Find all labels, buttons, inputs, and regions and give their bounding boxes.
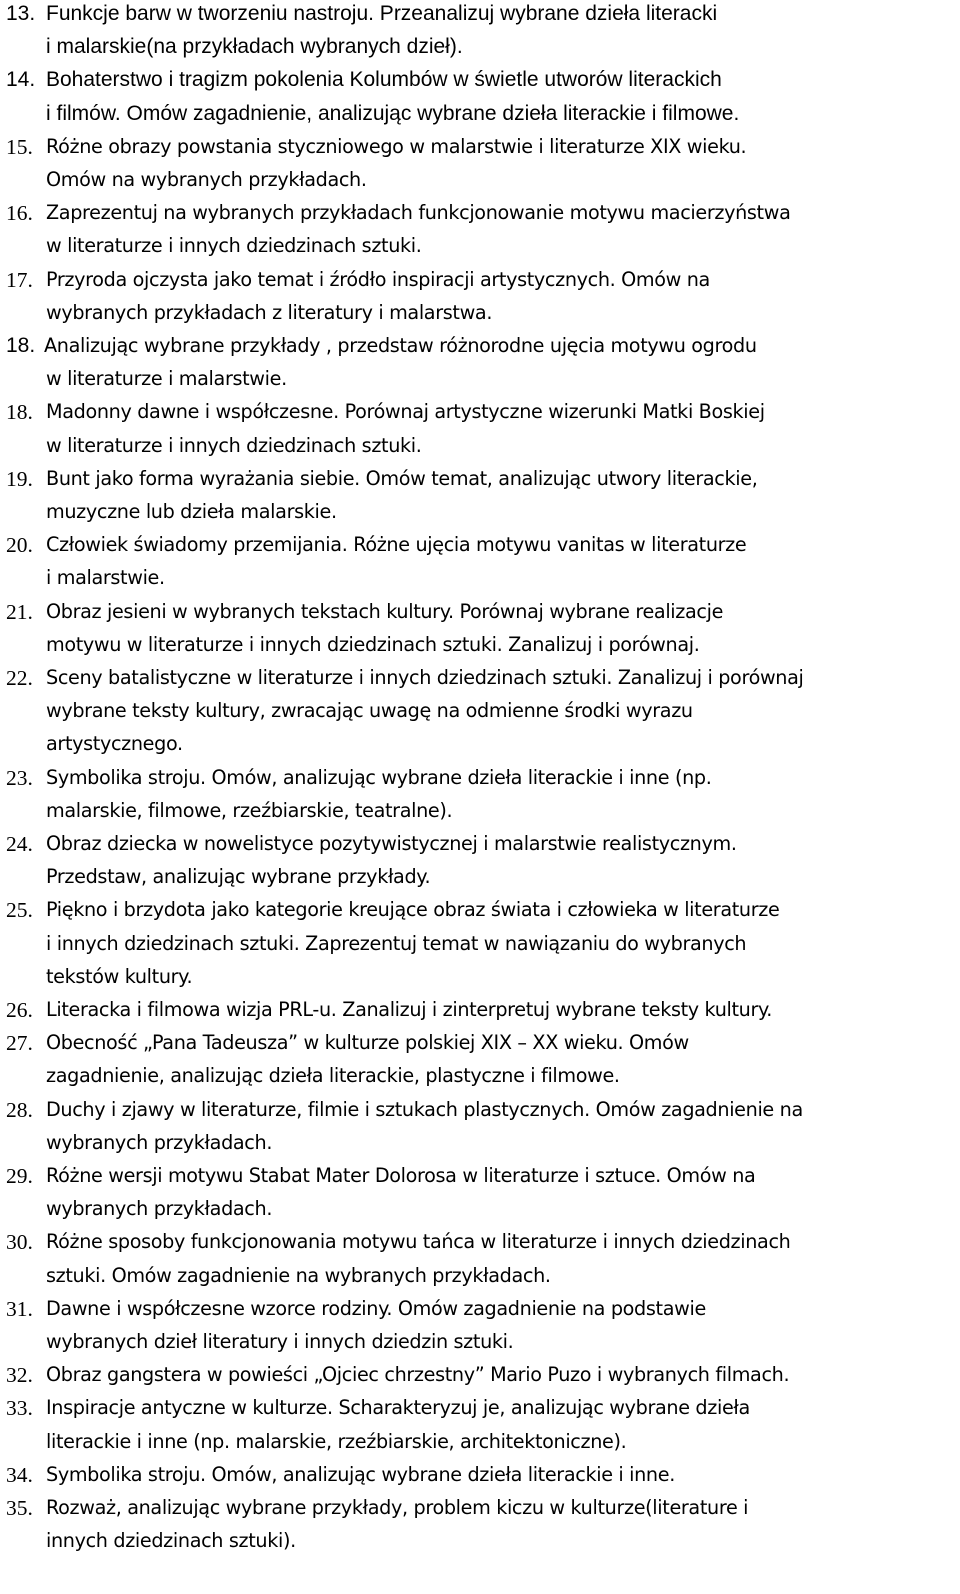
list-item-text: Różne wersji motywu Stabat Mater Dolorosa w literaturze i sztuce. Omów na [46,1164,756,1187]
list-item-text: wybrane teksty kultury, zwracając uwagę na odmienne środki wyrazu [46,699,693,723]
list-item-number: 15. [6,134,33,159]
list-item-text: Różne sposoby funkcjonowania motywu tańca w literaturze i innych dziedzinach [46,1230,791,1254]
list-item-text: Obraz gangstera w powieści „Ojciec chrzestny” Mario Puzo i wybranych filmach. [46,1363,790,1387]
list-item-number: 26. [6,998,33,1022]
list-item-number: 31. [6,1296,33,1321]
list-item-number: 13. [6,2,36,25]
list-item-number: 23. [6,765,33,790]
list-item-number: 35. [6,1496,33,1520]
list-item-number: 28. [6,1097,33,1122]
list-item-text: Obraz jesieni w wybranych tekstach kultury. Porównaj wybrane realizacje [46,599,724,623]
list-item-number: 33. [6,1396,33,1421]
list-item-text: Inspiracje antyczne w kulturze. Scharakteryzuj je, analizując wybrane dzieła [46,1396,750,1420]
list-item-text: i malarstwie. [46,566,165,590]
list-item-text: motywu w literaturze i innych dziedzinach sztuki. Zanalizuj i porównaj. [46,632,700,656]
list-item-text: i malarskie(na przykładach wybranych dzieł). [46,35,463,59]
list-item-number: 30. [6,1230,33,1255]
list-item-text: Przedstaw, analizując wybrane przykłady. [46,865,431,889]
list-item-number: 21. [6,599,33,624]
list-item-number: 18. [6,334,36,357]
list-item-text: wybranych przykładach. [46,1130,273,1154]
list-item-text: zagadnienie, analizując dzieła literackie, plastyczne i filmowe. [46,1064,620,1088]
list-item-text: Dawne i współczesne wzorce rodziny. Omów zagadnienie na podstawie [46,1296,706,1320]
list-item-number: 16. [6,201,33,226]
list-item-text: sztuki. Omów zagadnienie na wybranych przykładach. [46,1263,551,1287]
list-item-text: tekstów kultury. [46,964,193,988]
list-item-text: Człowiek świadomy przemijania. Różne ujęcia motywu vanitas w literaturze [46,533,747,557]
list-item-text: wybranych przykładach. [46,1197,273,1221]
list-item-text: innych dziedzinach sztuki). [46,1529,296,1553]
list-item-text: malarskie, filmowe, rzeźbiarskie, teatralne). [46,798,453,822]
list-item-text: w literaturze i innych dziedzinach sztuki. [46,234,422,258]
list-item-text: i innych dziedzinach sztuki. Zaprezentuj temat w nawiązaniu do wybranych [46,931,747,955]
list-item-number: 25. [6,898,33,923]
list-item-text: Bunt jako forma wyrażania siebie. Omów temat, analizując utwory literackie, [46,466,758,490]
list-item-number: 20. [6,533,33,558]
list-item-text: Symbolika stroju. Omów, analizując wybrane dzieła literackie i inne. [46,1462,675,1486]
list-item-text: Omów na wybranych przykładach. [46,168,367,191]
list-item-number: 19. [6,466,33,491]
list-item-number: 32. [6,1363,33,1388]
list-item-text: Symbolika stroju. Omów, analizując wybrane dzieła literackie i inne (np. [46,765,712,789]
list-item-text: Przyroda ojczysta jako temat i źródło inspiracji artystycznych. Omów na [46,267,710,291]
list-item-text: w literaturze i malarstwie. [46,367,287,391]
list-item-text: muzyczne lub dzieła malarskie. [46,500,337,523]
list-item-text: wybranych dzieł literatury i innych dziedzin sztuki. [46,1330,514,1353]
list-item-text: Obecność „Pana Tadeusza” w kulturze polskiej XIX – XX wieku. Omów [46,1031,689,1055]
list-item-number: 34. [6,1462,33,1487]
list-item-text: Rozważ, analizując wybrane przykłady, problem kiczu w kulturze(literature i [46,1496,749,1519]
list-item-number: 29. [6,1164,33,1188]
list-item-number: 27. [6,1031,33,1056]
list-item-text: i filmów. Omów zagadnienie, analizując wybrane dzieła literackie i filmowe. [46,101,740,125]
list-item-text: Różne obrazy powstania styczniowego w malarstwie i literaturze XIX wieku. [46,134,747,158]
list-item-text: Literacka i filmowa wizja PRL-u. Zanalizuj i zinterpretuj wybrane teksty kultury. [46,998,773,1021]
list-item-text: artystycznego. [46,732,183,756]
list-item-text: wybranych przykładach z literatury i malarstwa. [46,300,493,324]
list-item-text: Obraz dziecka w nowelistyce pozytywistycznej i malarstwie realistycznym. [46,832,737,855]
list-item-text: Zaprezentuj na wybranych przykładach funkcjonowanie motywu macierzyństwa [46,201,791,225]
list-item-text: Funkcje barw w tworzeniu nastroju. Przeanalizuj wybrane dzieła literacki [46,2,718,25]
list-item-text: Sceny batalistyczne w literaturze i innych dziedzinach sztuki. Zanalizuj i porównaj [46,666,804,689]
list-item-text: Madonny dawne i współczesne. Porównaj artystyczne wizerunki Matki Boskiej [46,400,765,424]
list-item-text: literackie i inne (np. malarskie, rzeźbiarskie, architektoniczne). [46,1429,627,1453]
list-item-text: w literaturze i innych dziedzinach sztuki. [46,433,422,457]
list-item-number: 24. [6,832,33,856]
list-item-number: 18. [6,400,33,425]
list-item-number: 22. [6,666,33,690]
list-item-text: Piękno i brzydota jako kategorie kreujące obraz świata i człowieka w literaturze [46,898,780,922]
list-item-number: 14. [6,68,36,92]
list-item-number: 17. [6,267,33,292]
list-item-text: Duchy i zjawy w literaturze, filmie i sztukach plastycznych. Omów zagadnienie na [46,1097,803,1121]
list-item-text: Bohaterstwo i tragizm pokolenia Kolumbów w świetle utworów literackich [46,68,722,92]
list-item-text: Analizując wybrane przykłady , przedstaw różnorodne ujęcia motywu ogrodu [44,334,757,357]
